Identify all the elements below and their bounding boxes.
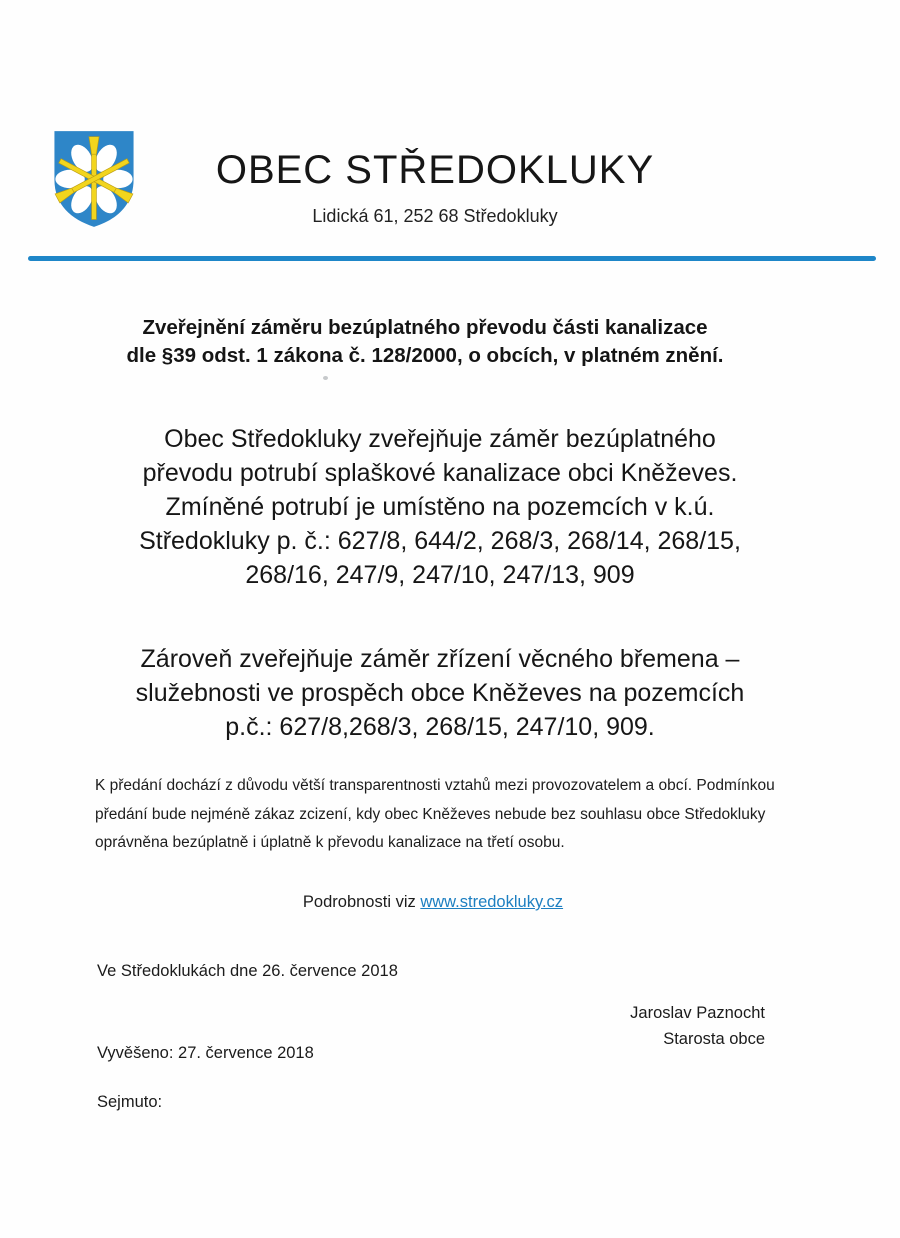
details-label: Podrobnosti viz xyxy=(302,893,421,911)
stredokluky-website-link[interactable]: www.stredokluky.cz xyxy=(420,893,564,911)
signer-name: Jaroslav Paznocht xyxy=(630,1004,765,1022)
notice-paragraph-2 xyxy=(0,642,880,744)
note-line: K předání dochází z důvodu větší transparentnosti vztahů mezi provozovatelem a obcí. Podmínkou xyxy=(95,777,775,794)
paragraph-1-line: Zmíněné potrubí je umístěno na pozemcích v k.ú. xyxy=(165,493,715,521)
scan-artifact-dot xyxy=(323,376,328,380)
note-line: předání bude nejméně zákaz zcizení, kdy obec Kněževes nebude bez souhlasu obce Středokluky xyxy=(95,805,766,823)
notice-paragraph-1 xyxy=(0,422,880,592)
removed-date-line: Sejmuto: xyxy=(97,1093,163,1111)
notice-subject xyxy=(0,314,850,370)
header-divider xyxy=(28,256,876,261)
paragraph-2-line: p.č.: 627/8,268/3, 268/15, 247/10, 909. xyxy=(225,713,655,741)
paragraph-2-line: služebnosti ve prospěch obce Kněževes na pozemcích xyxy=(135,679,745,707)
details-line xyxy=(0,893,866,912)
transfer-condition-note xyxy=(95,772,825,858)
signer-title: Starosta obce xyxy=(663,1030,765,1048)
paragraph-1-line: Středokluky p. č.: 627/8, 644/2, 268/3, 268/14, 268/15, xyxy=(139,527,741,555)
org-name: OBEC STŘEDOKLUKY xyxy=(215,148,655,192)
paragraph-2-line: Zároveň zveřejňuje záměr zřízení věcného břemena – xyxy=(140,645,740,673)
paragraph-1-line: 268/16, 247/9, 247/10, 247/13, 909 xyxy=(245,561,635,589)
place-and-date: Ve Středoklukách dne 26. července 2018 xyxy=(97,962,398,980)
subject-line-2: dle §39 odst. 1 zákona č. 128/2000, o obcích, v platném znění. xyxy=(126,344,724,367)
paragraph-1-line: převodu potrubí splaškové kanalizace obci Kněževes. xyxy=(142,459,738,487)
note-line: oprávněna bezúplatně i úplatně k převodu kanalizace na třetí osobu. xyxy=(95,834,565,851)
paragraph-1-line: Obec Středokluky zveřejňuje záměr bezúplatného xyxy=(164,425,716,453)
signature-block xyxy=(465,1000,765,1052)
subject-line-1: Zveřejnění záměru bezúplatného převodu části kanalizace xyxy=(142,316,708,339)
org-address: Lidická 61, 252 68 Středokluky xyxy=(312,206,558,226)
posted-date-line: Vyvěšeno: 27. července 2018 xyxy=(97,1044,314,1062)
